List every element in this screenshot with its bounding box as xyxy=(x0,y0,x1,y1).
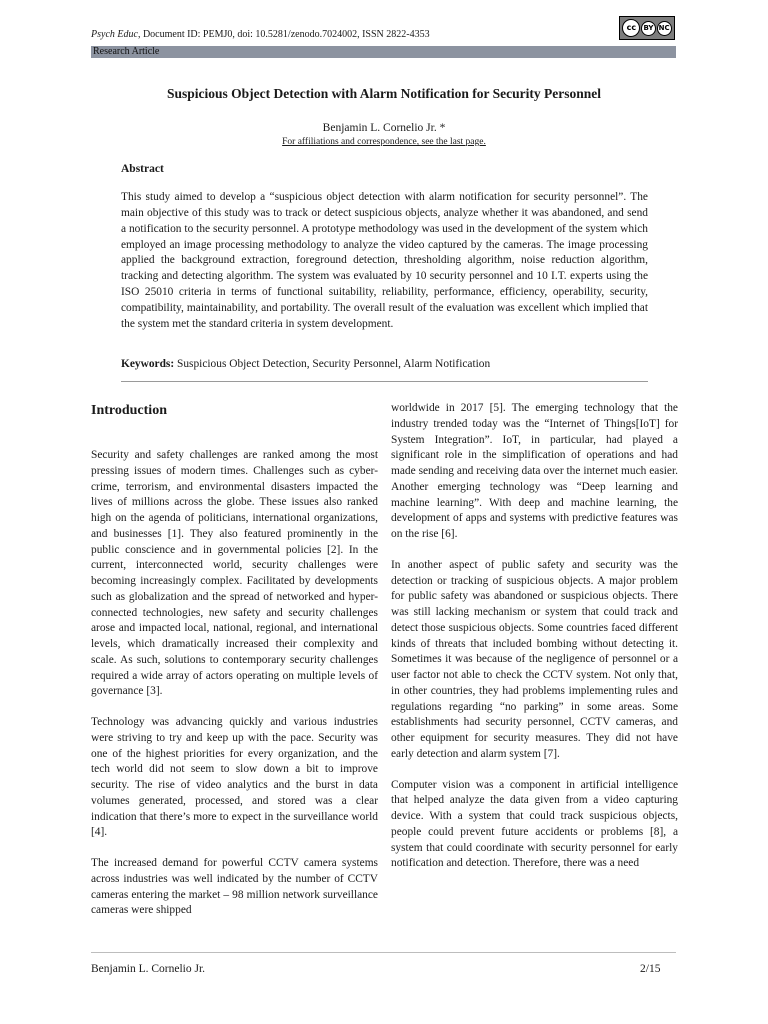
author-name: Benjamin L. Cornelio Jr. * xyxy=(322,122,446,134)
footer-author: Benjamin L. Cornelio Jr. xyxy=(91,963,206,975)
footer-divider xyxy=(91,952,676,953)
paragraph: Technology was advancing quickly and various industries were striving to try and keep up with the pace. Security was one of the highest priorities for every organization, and the tech world did not seem to slow down a bit to improve security. The rise of video analytics and the burst in data volumes generated, processed, and stored was a clear indication that there’s more to expect in the surveillance world [4]. xyxy=(91,716,378,839)
page-number: 2/15 xyxy=(640,963,661,975)
paragraph: The increased demand for powerful CCTV camera systems across industries was well indicated by the number of CCTV cameras entering the market – 98 million network surveillance cameras were shipped xyxy=(91,857,378,917)
paper-title: Suspicious Object Detection with Alarm Notification for Security Personnel xyxy=(167,86,601,101)
right-column xyxy=(391,401,678,887)
keywords-list: Suspicious Object Detection, Security Personnel, Alarm Notification xyxy=(174,358,491,370)
introduction-heading: Introduction xyxy=(91,403,167,418)
left-column xyxy=(91,402,378,934)
attribution-icon: BY xyxy=(641,21,656,36)
keywords xyxy=(121,358,648,370)
paragraph: Security and safety challenges are ranked among the most pressing issues of modern times. Challenges such as cyber-crime, terrorism, and environmental disasters impacted the lives of millions across the globe. These issues also ranked high on the agenda of politicians, international organizations, and businesses [1]. They also featured prominently in the public conscience and in governmental policies [2]. In the current, interconnected world, security challenges were becoming increasingly complex. Facilitated by developments such as globalization and the spread of networked and hyper-connected technologies, new safety and security challenges arose and impacted local, national, regional, and international levels, which dramatically increased their complexity and scale. As such, solutions to contemporary security challenges required a wide array of actors operating on multiple levels of governance [3]. xyxy=(91,449,378,698)
paragraph: In another aspect of public safety and security was the detection or tracking of suspicious objects. A major problem for public safety was abandoned or suspicious objects. There was still lacking mechanism or system that could track and detect those suspicious objects. Some countries faced different kinds of threats that included bombing without detecting it. Sometimes it was because of the negligence of personnel or a user factor not able to check the CCTV system. Not only that, in other countries, they had problems implementing rules and regulations regarding “no parking” in some areas. Some establishments had security personnel, CCTV cameras, and other equipment for security measures. They did not have early detection and alarm system [7]. xyxy=(391,558,678,760)
paragraph: worldwide in 2017 [5]. The emerging technology that the industry trended today was the “Internet of Things[IoT] for System Integration”. IoT, in particular, had played a significant role in the simplification of operations and had made sending and receiving data over the internet much easier. Another emerging technology was “Deep learning and machine learning”. With deep and machine learning, the development of apps and systems with predictive features was on the rise [6]. xyxy=(391,402,678,540)
affiliation-link[interactable]: For affiliations and correspondence, see the last page. xyxy=(282,137,486,147)
citation-details: , Document ID: PEMJ0, doi: 10.5281/zenodo.7024002, ISSN 2822-4353 xyxy=(137,29,430,40)
noncommercial-icon: NC xyxy=(657,21,672,36)
journal-name: Psych Educ xyxy=(91,29,138,40)
abstract-heading: Abstract xyxy=(121,163,164,175)
citation-header xyxy=(91,29,430,40)
paragraph: Computer vision was a component in artificial intelligence that helped analyze the data given from a video capturing device. With a system that could track suspicious objects, people could prevent future accidents or problems [8], a system that could coordinate with security personnel for early notification and detection. Therefore, there was a need xyxy=(391,778,678,870)
cc-license-badge[interactable] xyxy=(619,16,675,40)
abstract-text: This study aimed to develop a “suspicious object detection with alarm notification for security personnel”. The main objective of this study was to track or detect suspicious objects, analyze whether it was abandoned, and send a notification to the security personnel. A prototype methodology was used in the development of the system which employed an image processing methodology to analyze the video captured by the cameras. The image processing applied the background extraction, foreground detection, thresholding algorithm, noise reduction algorithm, tracking and detecting algorithm. The system was evaluated by 10 security personnel and 10 I.T. experts using the ISO 25010 criteria in terms of functional suitability, reliability, performance, efficiency, operability, security, compatibility, maintainability, and portability. The overall result of the evaluation was excellent which implied that the system met the standard criteria in system development. xyxy=(121,191,648,330)
creative-commons-icon: cc xyxy=(622,19,640,37)
keywords-label: Keywords: xyxy=(121,358,175,370)
article-type-band: Research Article xyxy=(91,46,676,58)
section-divider xyxy=(121,381,648,382)
